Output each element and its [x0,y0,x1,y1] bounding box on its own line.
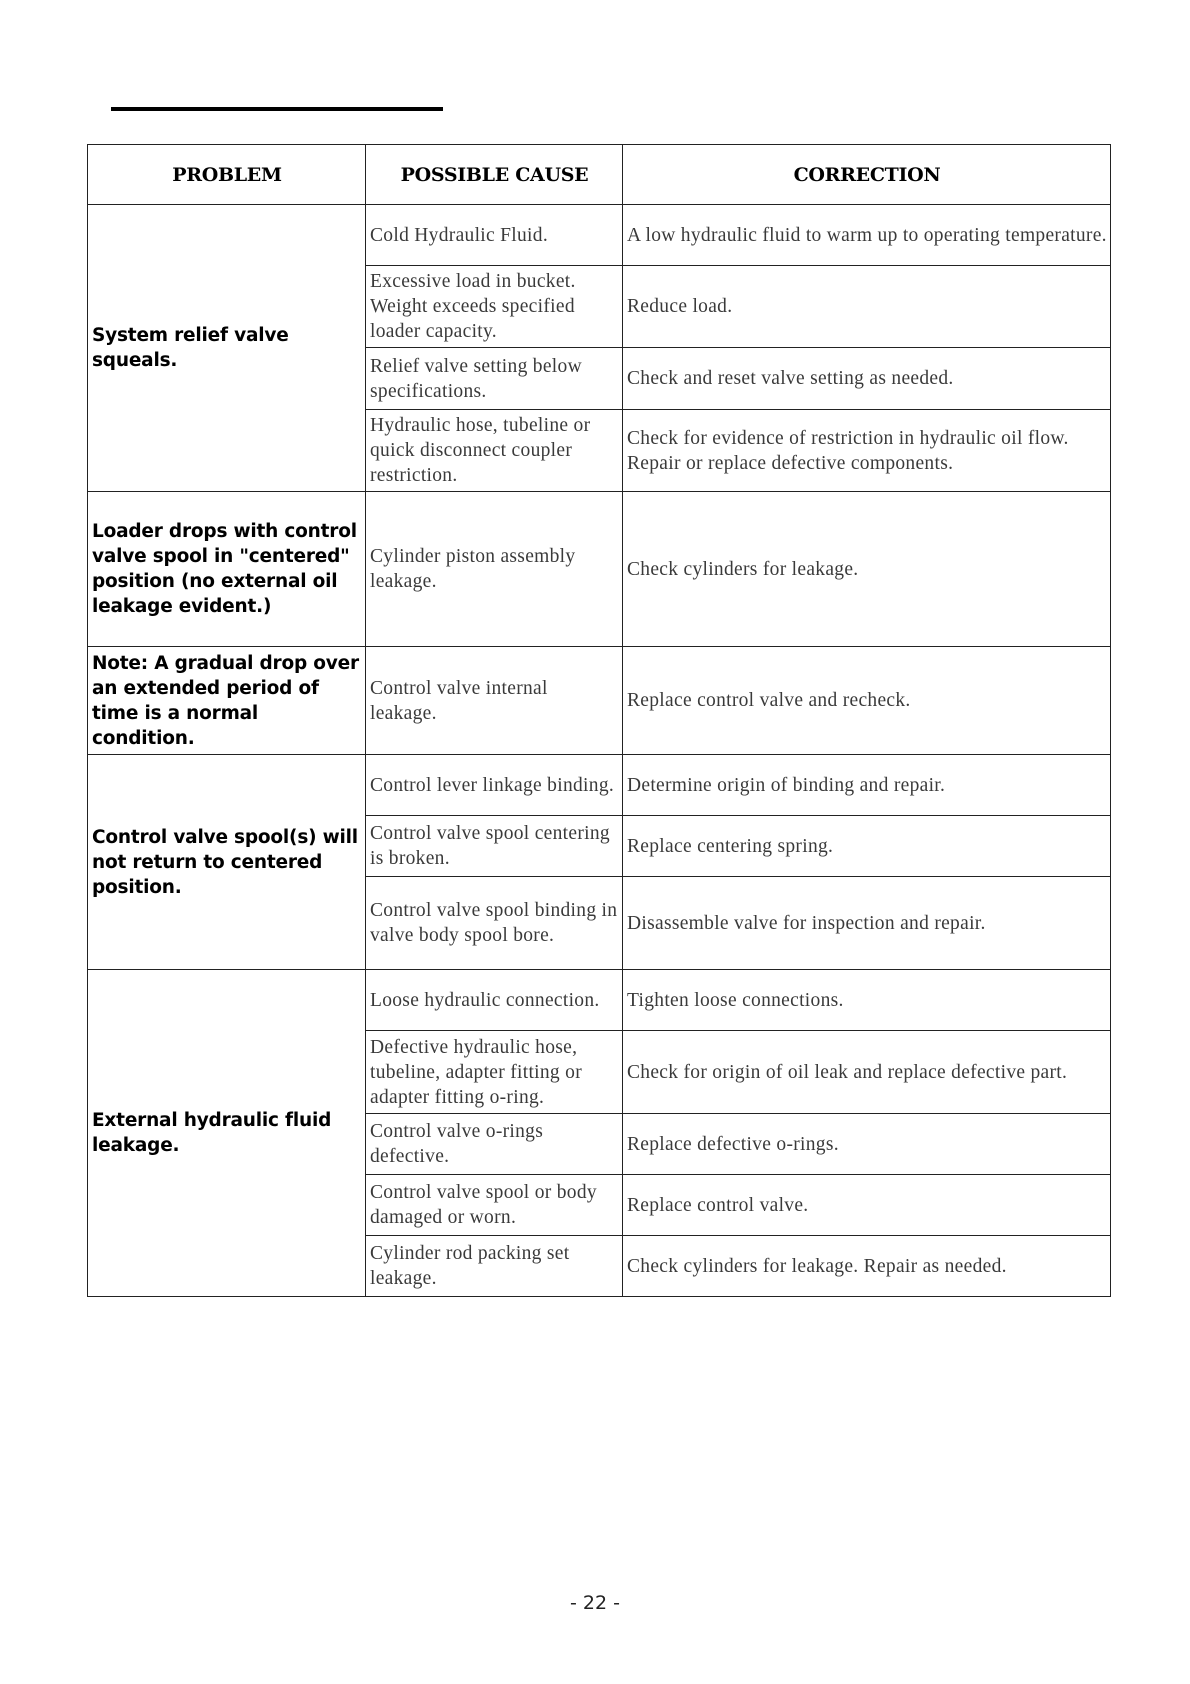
header-rule [111,107,443,111]
correction-cell: Replace control valve. [623,1175,1111,1236]
cause-cell: Control valve spool centering is broken. [366,816,623,877]
cause-cell: Cold Hydraulic Fluid. [366,205,623,266]
problem-cell: Loader drops with control valve spool in "centered" position (no external oil leakage evident.) [88,492,366,647]
correction-cell: A low hydraulic fluid to warm up to operating temperature. [623,205,1111,266]
correction-cell: Reduce load. [623,266,1111,348]
table-row [88,492,1111,647]
table-row [88,647,1111,755]
cause-cell: Control valve spool binding in valve body spool bore. [366,877,623,970]
correction-cell: Check cylinders for leakage. Repair as needed. [623,1236,1111,1297]
correction-cell: Check for evidence of restriction in hydraulic oil flow. Repair or replace defective components. [623,410,1111,492]
table-header-row [88,145,1111,205]
cause-cell: Cylinder piston assembly leakage. [366,492,623,647]
correction-cell: Tighten loose connections. [623,970,1111,1031]
cause-cell: Excessive load in bucket. Weight exceeds specified loader capacity. [366,266,623,348]
correction-cell: Replace defective o-rings. [623,1114,1111,1175]
correction-cell: Check and reset valve setting as needed. [623,348,1111,410]
cause-cell: Control valve spool or body damaged or worn. [366,1175,623,1236]
header-correction: CORRECTION [623,145,1111,205]
cause-cell: Control valve internal leakage. [366,647,623,755]
correction-cell: Replace control valve and recheck. [623,647,1111,755]
problem-cell: System relief valve squeals. [88,205,366,492]
problem-cell: Note: A gradual drop over an extended period of time is a normal condition. [88,647,366,755]
cause-cell: Cylinder rod packing set leakage. [366,1236,623,1297]
cause-cell: Defective hydraulic hose, tubeline, adapter fitting or adapter fitting o-ring. [366,1031,623,1114]
cause-cell: Hydraulic hose, tubeline or quick disconnect coupler restriction. [366,410,623,492]
cause-cell: Control lever linkage binding. [366,755,623,816]
page-number: - 22 - [570,1592,620,1614]
cause-cell: Control valve o-rings defective. [366,1114,623,1175]
correction-cell: Check cylinders for leakage. [623,492,1111,647]
correction-cell: Replace centering spring. [623,816,1111,877]
cause-cell: Loose hydraulic connection. [366,970,623,1031]
table-row [88,205,1111,266]
header-problem: PROBLEM [88,145,366,205]
troubleshooting-table [87,144,1111,1297]
header-possible-cause: POSSIBLE CAUSE [366,145,623,205]
problem-cell: External hydraulic fluid leakage. [88,970,366,1297]
correction-cell: Determine origin of binding and repair. [623,755,1111,816]
table-row [88,755,1111,816]
correction-cell: Check for origin of oil leak and replace defective part. [623,1031,1111,1114]
problem-cell: Control valve spool(s) will not return to centered position. [88,755,366,970]
table-row [88,970,1111,1031]
cause-cell: Relief valve setting below specifications. [366,348,623,410]
correction-cell: Disassemble valve for inspection and repair. [623,877,1111,970]
